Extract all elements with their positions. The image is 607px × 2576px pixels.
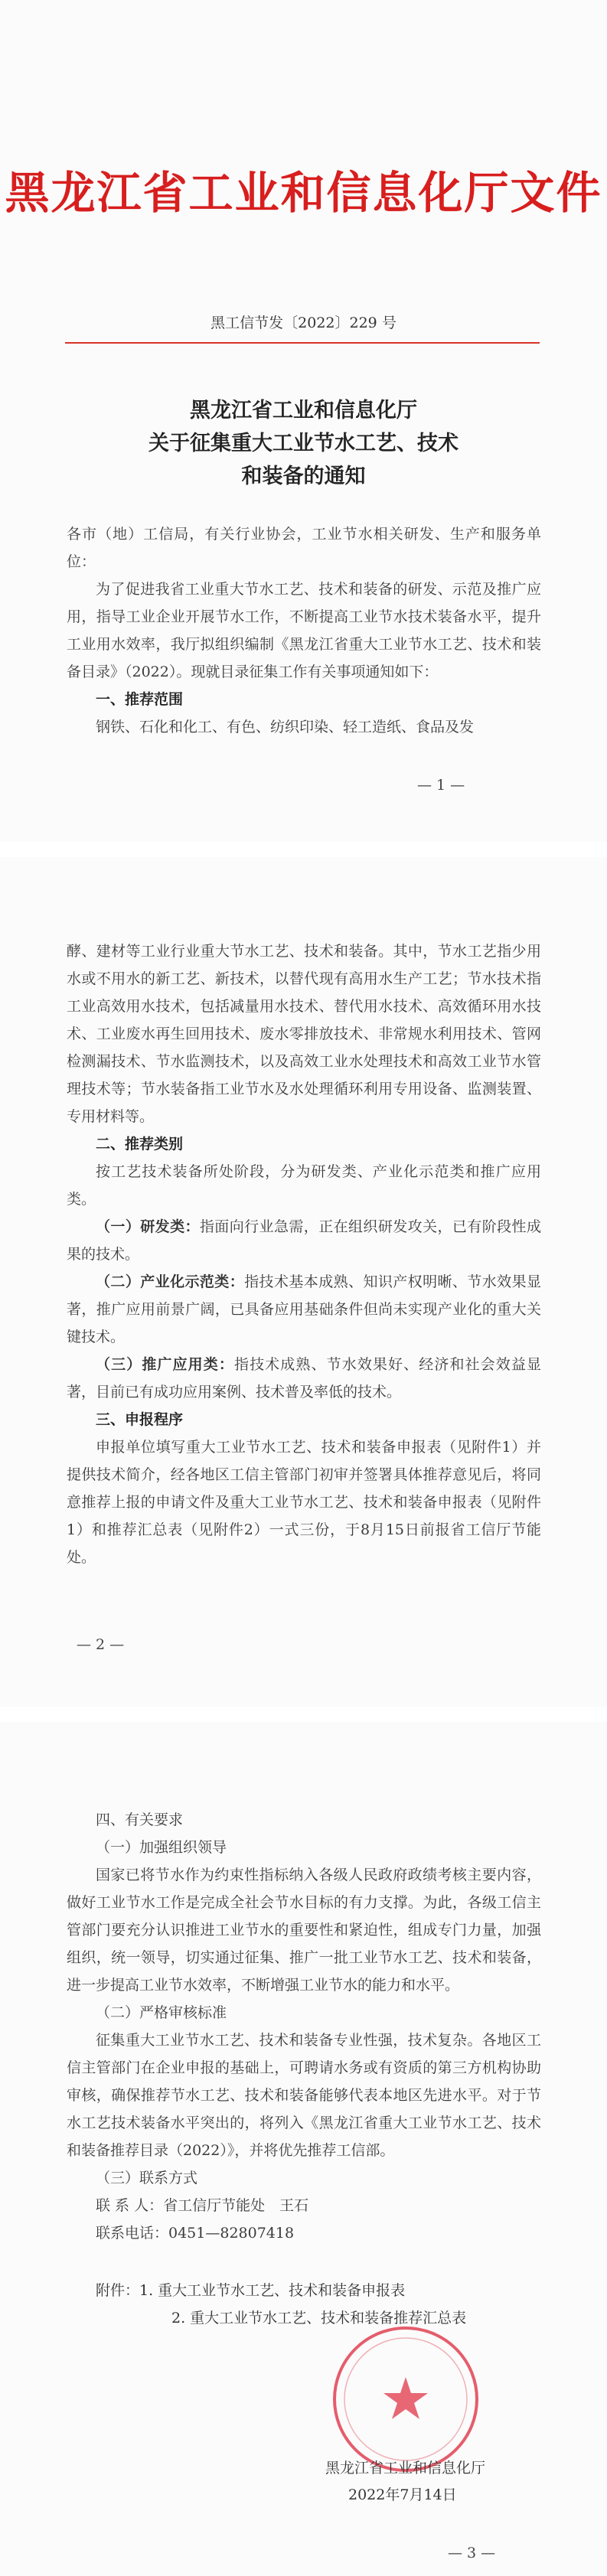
category-2 — [67, 1268, 541, 1351]
document-masthead: 黑龙江省工业和信息化厅文件 — [5, 167, 602, 219]
category-2-text: 指技术基本成熟、知识产权明晰、节水效果显著，推广应用前景广阔，已具备应用基础条件但尚未实现产业化的重大关键技术。 — [67, 1273, 541, 1345]
section-1-heading: 一、推荐范围 — [96, 691, 184, 708]
subsection-2-text: 征集重大工业节水工艺、技术和装备专业性强，技术复杂。各地区工信主管部门在企业申报的基础上，可聘请水务或有资质的第三方机构协助审核，确保推荐节水工艺、技术和装备能够代表本地区先进水平。对于节水工艺技术装备水平突出的，将列入《黑龙江省重大工业节水工艺、技术和装备推荐目录（2022）》，并将优先推荐工信部。 — [67, 2032, 541, 2159]
document-number: 黑工信节发〔2022〕229 号 — [210, 315, 397, 331]
category-3-text: 指技术成熟、节水效果好、经济和社会效益显著，目前已有成功应用案例、技术普及率低的技术。 — [67, 1356, 541, 1400]
section-3-text: 申报单位填写重大工业节水工艺、技术和装备申报表（见附件1）并提供技术简介，经各地区工信主管部门初审并签署具体推荐意见后，将同意推荐上报的申请文件及重大工业节水工艺、技术和装备申报表（见附件1）和推荐汇总表（见附件2）一式三份，于8月15日前报省工信厅节能处。 — [67, 1439, 541, 1566]
attachment-2: 2. 重大工业节水工艺、技术和装备推荐汇总表 — [171, 2310, 467, 2327]
category-1-label: （一）研发类： — [96, 1218, 200, 1235]
title-line-2: 关于征集重大工业节水工艺、技术 — [148, 432, 459, 455]
subsection-1-heading: （一）加强组织领导 — [96, 1839, 227, 1856]
category-1 — [67, 1213, 541, 1268]
category-3-label: （三）推广应用类： — [96, 1356, 234, 1373]
document-title — [0, 394, 607, 493]
attachments — [67, 2277, 556, 2332]
section-2-intro: 按工艺技术装备所处阶段，分为研发类、产业化示范类和推广应用类。 — [67, 1163, 541, 1208]
section-3-heading: 三、申报程序 — [96, 1411, 184, 1428]
category-2-label: （二）产业化示范类： — [96, 1273, 245, 1290]
document-page-1 — [0, 0, 607, 842]
page-number-2: — 2 — — [77, 1636, 125, 1653]
signature-date: 2022年7月14日 — [348, 2486, 457, 2503]
subsection-3-heading: （三）联系方式 — [96, 2170, 198, 2186]
page1-body — [67, 520, 541, 741]
contact-phone: 联系电话：0451—82807418 — [96, 2225, 295, 2242]
contact-person: 联 系 人：省工信厅节能处 王石 — [96, 2197, 309, 2214]
section-1-text: 钢铁、石化和化工、有色、纺织印染、轻工造纸、食品及发 — [96, 719, 475, 735]
section-2-heading: 二、推荐类别 — [96, 1136, 184, 1153]
subsection-1-text: 国家已将节水作为约束性指标纳入各级人民政府政绩考核主要内容，做好工业节水工作是完成全社会节水目标的有力支撑。为此，各级工信主管部门要充分认识推进工业节水的重要性和紧迫性，组成专门力量，加强组织，统一领导，切实通过征集、推广一批工业节水工艺、技术和装备，进一步提高工业节水效率，不断增强工业节水的能力和水平。 — [67, 1867, 541, 1994]
page-number-1: — 1 — — [417, 777, 465, 794]
category-1-text: 指面向行业急需，正在组织研发攻关，已有阶段性成果的技术。 — [67, 1218, 541, 1263]
title-line-1: 黑龙江省工业和信息化厅 — [190, 399, 417, 422]
official-seal-icon — [333, 2327, 478, 2472]
section-4-heading: 四、有关要求 — [96, 1811, 184, 1828]
page2-body — [67, 937, 541, 1571]
document-page-3 — [0, 1722, 607, 2576]
intro-paragraph: 为了促进我省工业重大节水工艺、技术和装备的研发、示范及推广应用，指导工业企业开展节水工作，不断提高工业节水技术装备水平，提升工业用水效率，我厅拟组织编制《黑龙江省重大工业节水工艺、技术和装备目录》（2022）。现就目录征集工作有关事项通知如下： — [67, 581, 541, 680]
page3-body — [67, 1806, 541, 2247]
subsection-2-heading: （二）严格审核标准 — [96, 2004, 227, 2021]
addressee-line: 各市（地）工信局，有关行业协会，工业节水相关研发、生产和服务单位： — [67, 526, 541, 570]
document-page-2 — [0, 857, 607, 1707]
section-1-continued: 酵、建材等工业行业重大节水工艺、技术和装备。其中，节水工艺指少用水或不用水的新工艺、新技术，以替代现有高用水生产工艺；节水技术指工业高效用水技术，包括减量用水技术、替代用水技术、高效循环用水技术、工业废水再生回用技术、废水零排放技术、非常规水利用技术、管网检测漏技术、节水监测技术，以及高效工业水处理技术和高效工业节水管理技术等；节水装备指工业节水及水处理循环利用专用设备、监测装置、专用材料等。 — [67, 943, 541, 1125]
red-divider-line — [65, 342, 540, 344]
signature-organization: 黑龙江省工业和信息化厅 — [325, 2460, 486, 2477]
category-3 — [67, 1351, 541, 1406]
attachment-1: 附件：1. 重大工业节水工艺、技术和装备申报表 — [96, 2282, 406, 2299]
page-number-3: — 3 — — [448, 2545, 496, 2561]
title-line-3: 和装备的通知 — [241, 465, 366, 488]
